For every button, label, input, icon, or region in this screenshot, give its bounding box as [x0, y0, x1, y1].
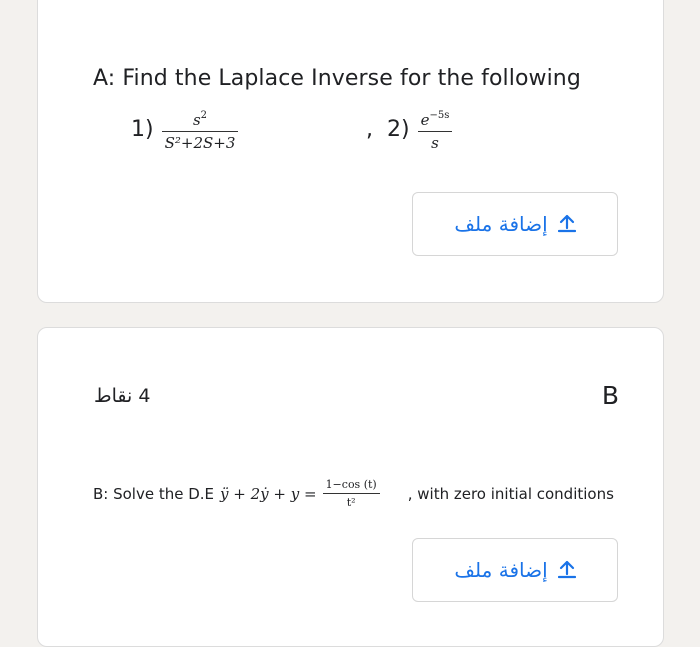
item-1-fraction — [162, 107, 239, 152]
laplace-item-1 — [131, 107, 238, 152]
question-a-title: A: Find the Laplace Inverse for the following — [93, 66, 581, 91]
question-b-text — [93, 478, 614, 509]
item-2-label: 2) — [387, 117, 410, 142]
upload-file-button-b[interactable] — [412, 538, 618, 602]
item-1-numerator: $s^2$ — [192, 110, 208, 129]
upload-file-button-a[interactable] — [412, 192, 618, 256]
item-2-denominator: s — [431, 134, 439, 152]
rhs-denominator: t² — [346, 496, 356, 509]
item-1-denominator: S²+2S+3 — [164, 134, 236, 152]
question-letter: B — [601, 381, 619, 410]
item-2-numerator: $e^{-5s}$ — [420, 110, 450, 129]
item-separator: , — [366, 117, 373, 142]
upload-arrow-icon — [558, 560, 576, 580]
question-card-a — [37, 0, 664, 303]
question-b-equation: ÿ + 2ẏ + y = — [220, 484, 317, 503]
item-1-label: 1) — [131, 117, 154, 142]
question-b-suffix: , with zero initial conditions — [407, 484, 614, 503]
laplace-item-2 — [366, 107, 452, 152]
upload-button-label: إضافة ملف — [454, 558, 548, 582]
item-2-fraction — [418, 107, 453, 152]
points-badge: 4 نقاط — [94, 385, 151, 407]
question-b-prefix: B: Solve the D.E — [93, 484, 215, 503]
upload-button-label: إضافة ملف — [454, 212, 548, 236]
rhs-numerator: 1−cos (t) — [325, 478, 377, 491]
question-card-b — [37, 327, 664, 647]
upload-arrow-icon — [558, 214, 576, 234]
question-b-rhs-fraction — [323, 478, 380, 509]
